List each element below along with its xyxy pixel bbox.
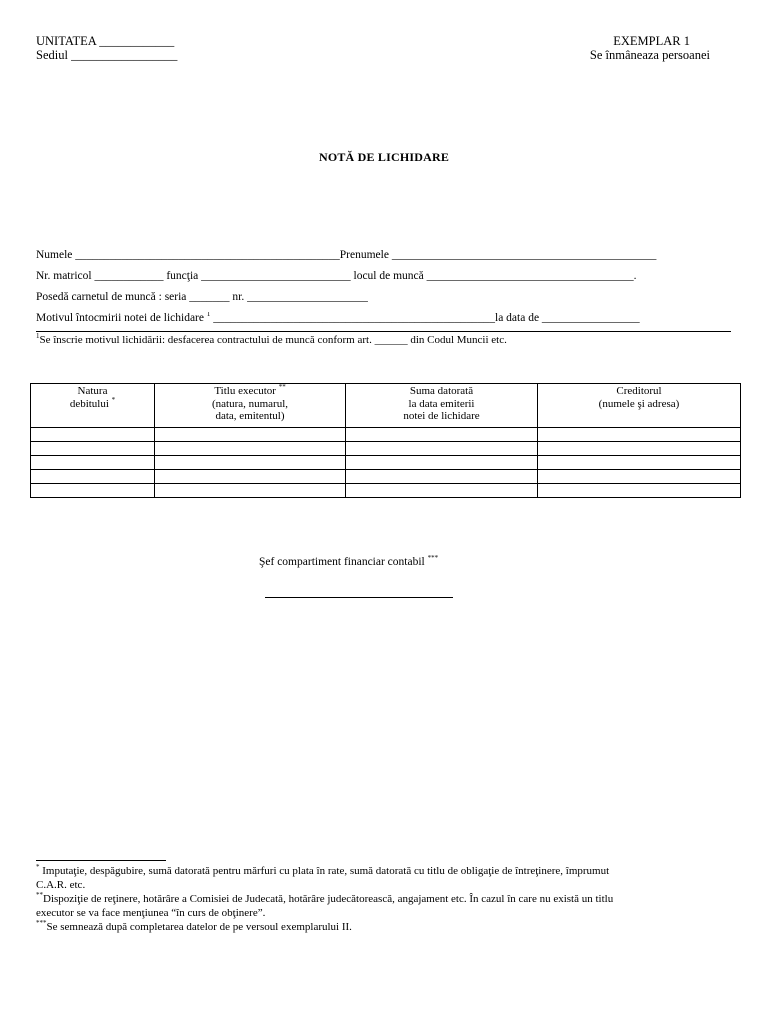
debit-table xyxy=(30,383,741,498)
form-divider xyxy=(36,331,731,332)
table-row xyxy=(31,484,741,498)
motiv-note: $^1$Se înscrie motivul lichidării: desfacerea contractului de muncă conform art. ______ din Codul Muncii etc. xyxy=(36,332,507,346)
footnote-1-cont: C.A.R. etc. xyxy=(36,879,86,891)
document-title: NOTĂ DE LICHIDARE xyxy=(318,150,450,164)
signature-line xyxy=(265,597,453,598)
col-creditor-header: Creditorul (numele şi adresa) xyxy=(538,384,741,428)
table-header-row xyxy=(31,384,741,428)
motiv-line: Motivul întocmirii notei de lichidare $^1$ _________________________________________________la data de _________________ xyxy=(36,312,640,324)
table-row xyxy=(31,456,741,470)
footnote-separator xyxy=(36,860,166,861)
unitatea-field: UNITATEA ____________ xyxy=(36,34,175,48)
footnote-3: ***Se semnează după completarea datelor de pe versoul exemplarului II. xyxy=(36,919,352,933)
col-titlu-header: Titlu executor ** (natura, numarul, data, emitentul) xyxy=(155,384,346,428)
carnet-line: Posedă carnetul de muncă : seria _______ nr. _____________________ xyxy=(36,291,368,303)
signature-label: Şef compartiment financiar contabil *** xyxy=(259,554,439,568)
table-row xyxy=(31,470,741,484)
footnote-2-cont: executor se va face menţiunea “în curs de obţinere”. xyxy=(36,907,266,919)
sediul-field: Sediul _________________ xyxy=(36,48,178,62)
table-row xyxy=(31,428,741,442)
exemplar-label: EXEMPLAR 1 xyxy=(613,34,690,48)
numele-prenumele-line: Numele ______________________________________________Prenumele ______________________________________________ xyxy=(36,249,657,261)
footnote-1: * Imputaţie, despăgubire, sumă datorată pentru mărfuri cu plata în rate, sumă datorată cu titlu de obligaţie de întreţinere, împrumut xyxy=(36,863,610,877)
table-row xyxy=(31,442,741,456)
col-suma-header: Suma datorată la data emiterii notei de lichidare xyxy=(346,384,538,428)
matricol-functia-line: Nr. matricol ____________ funcţia __________________________ locul de muncă ____________________________________. xyxy=(36,270,637,282)
col-natura-header: Natura debitului * xyxy=(31,384,155,428)
destinatar-label: Se înmâneaza persoanei xyxy=(589,48,710,62)
footnote-2: **Dispoziţie de reţinere, hotărâre a Comisiei de Judecată, hotărâre judecătorească, angajament etc. În cazul în care nu există un titlu xyxy=(36,891,614,905)
